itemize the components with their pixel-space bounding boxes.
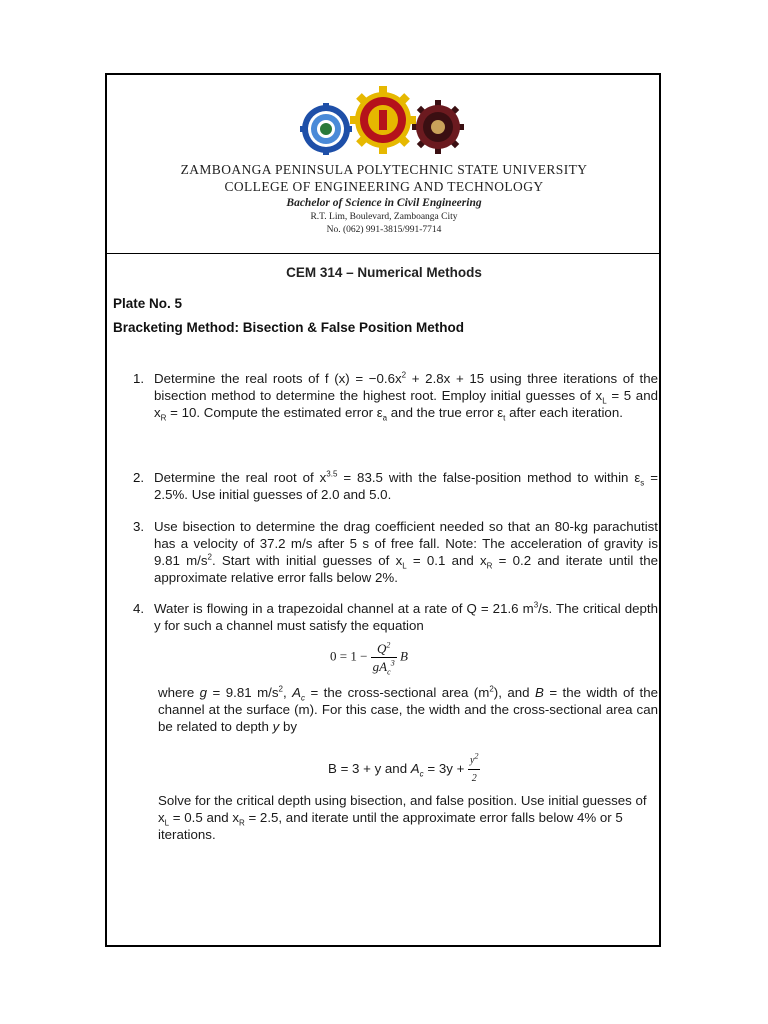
problem-2-text: Determine the real root of $x^{3.5} = 83.5$ with the false-position method to within $\varepsilon_s = 2.5\%$. Use initial guesses of 2.0 and 5.0.	[154, 469, 658, 502]
width-area-relation: B = 3 + y and $A_c = 3y$ + $\frac{y^2}{2}$	[328, 751, 479, 784]
department-seal-icon	[412, 99, 464, 155]
college-seal-icon	[350, 85, 416, 155]
university-seal-icon	[300, 103, 352, 155]
problem-number: 2.	[133, 470, 145, 485]
problem-4-definitions: where g = 9.81 $m/s^2$, $A_c$ = the cross-sectional area $(m^2)$, and B = the width of the channel at the surface (m). For this case, the width and the cross-sectional area can be related to depth y by	[158, 684, 658, 734]
problem-number: 1.	[133, 371, 145, 386]
course-title: CEM 314 – Numerical Methods	[286, 265, 482, 280]
problem-4-task: Solve for the critical depth using bisection, and false position. Use initial guesses of $x_L = 0.5$ and $x_R = 2.5$, and iterate until the approximate error falls below 4% or 5 iterations.	[158, 793, 647, 842]
university-name: ZAMBOANGA PENINSULA POLYTECHNIC STATE UNIVERSITY	[180, 162, 588, 177]
logo-row	[0, 85, 768, 155]
problem-4-intro: Water is flowing in a trapezoidal channel at a rate of Q = 21.6 $m^3/s$. The critical depth y for such a channel must satisfy the equation	[154, 600, 658, 633]
problem-3-text-part: Use bisection to determine the drag coefficient needed so that an 80-kg parachutist has a velocity of 37.2 m/s after 5 s of free fall. Note: The acceleration of gravity is	[154, 519, 658, 551]
plate-number: Plate No. 5	[113, 296, 183, 311]
header-divider	[105, 253, 661, 254]
address: R.T. Lim, Boulevard, Zamboanga City	[310, 212, 458, 222]
program-name: Bachelor of Science in Civil Engineering	[286, 197, 482, 209]
college-name: COLLEGE OF ENGINEERING AND TECHNOLOGY	[224, 179, 544, 194]
phone: No. (062) 991-3815/991-7714	[326, 225, 442, 235]
problem-1-text: Determine the real roots of f $(x) = -0.6x^2 + 2.8x + 15$ using three iterations of the bisection method to determine the highest root. Employ initial guesses of $x_L = 5$ and $x_R = 10$. Compute the estimated error $\varepsilon_a$ and the true error $\varepsilon_t$ after each iteration.	[154, 370, 659, 423]
problem-number: 3.	[133, 519, 145, 534]
problem-number: 4.	[133, 601, 145, 616]
plate-topic: Bracketing Method: Bisection & False Position Method	[113, 320, 465, 335]
problem-3-text: Use bisection to determine the drag coefficient needed so that an 80-kg parachutist has a velocity of 37.2 m/s after 5 s of free fall. Note: The acceleration of gravity is 9.81 $m/s^2$. Start with initial guesses of $x_L = 0.1$ and $x_R = 0.2$ and iterate until the approximate relative error falls below 2%.	[154, 519, 658, 585]
critical-depth-equation: 0 = 1 − $\frac{Q^2}{gA_c^3}$ B	[330, 640, 408, 677]
